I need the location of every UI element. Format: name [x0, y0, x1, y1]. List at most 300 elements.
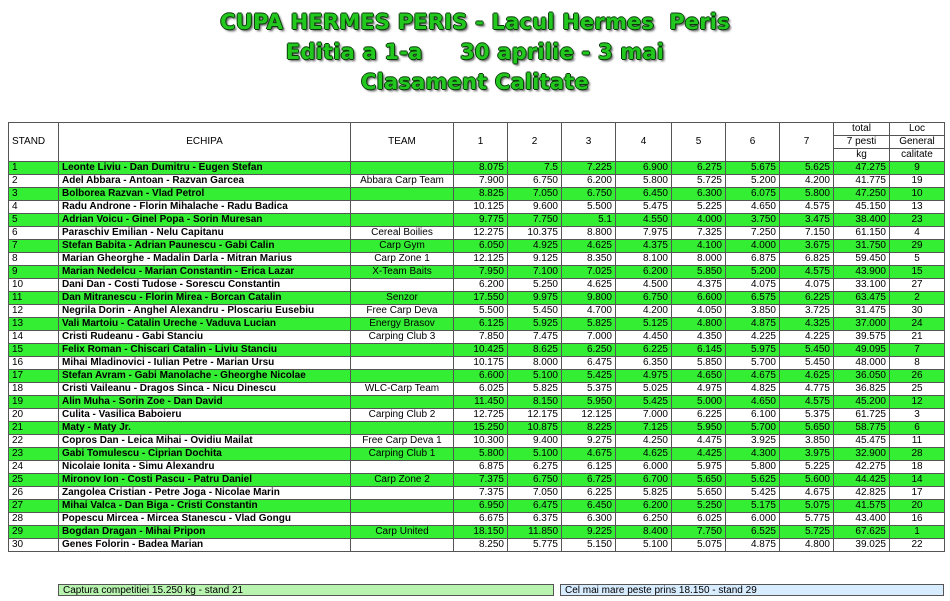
stand-cell: 23: [9, 448, 59, 461]
day-2-cell: 6.750: [508, 474, 562, 487]
day-3-cell: 8.225: [562, 422, 616, 435]
day-4-cell: 6.200: [616, 266, 672, 279]
table-row: [9, 383, 945, 396]
rank-cell: 25: [890, 383, 945, 396]
sponsor-cell: [351, 461, 454, 474]
day-5-cell: 4.000: [672, 214, 726, 227]
rank-cell: 10: [890, 188, 945, 201]
day-7-cell: 5.625: [780, 162, 834, 175]
day-7-cell: 5.725: [780, 526, 834, 539]
day-6-cell: 3.925: [726, 435, 780, 448]
team-cell: Stefan Avram - Gabi Manolache - Gheorghe Nicolae: [59, 370, 351, 383]
day-7-cell: 5.650: [780, 422, 834, 435]
day-5-cell: 4.100: [672, 240, 726, 253]
day-3-cell: 8.800: [562, 227, 616, 240]
day-2-cell: 5.775: [508, 539, 562, 552]
day-2-cell: 5.925: [508, 318, 562, 331]
team-cell: Stefan Babita - Adrian Paunescu - Gabi Calin: [59, 240, 351, 253]
rank-cell: 9: [890, 162, 945, 175]
day-7-cell: 4.075: [780, 279, 834, 292]
sponsor-cell: [351, 279, 454, 292]
table-row: [9, 357, 945, 370]
total-cell: 36.050: [834, 370, 890, 383]
sponsor-cell: [351, 344, 454, 357]
team-cell: Gabi Tomulescu - Ciprian Dochita: [59, 448, 351, 461]
day-2-cell: 7.050: [508, 188, 562, 201]
team-cell: Adrian Voicu - Ginel Popa - Sorin Muresan: [59, 214, 351, 227]
table-row: [9, 253, 945, 266]
sponsor-cell: Senzor: [351, 292, 454, 305]
day-4-cell: 4.200: [616, 305, 672, 318]
day-6-cell: 6.075: [726, 188, 780, 201]
day-2-cell: 9.400: [508, 435, 562, 448]
table-row: [9, 422, 945, 435]
footer-total-catch: Captura competitiei 15.250 kg - stand 21: [58, 584, 554, 596]
team-cell: Zangolea Cristian - Petre Joga - Nicolae Marin: [59, 487, 351, 500]
day-6-cell: 3.850: [726, 305, 780, 318]
day-1-cell: 6.875: [454, 461, 508, 474]
table-row: [9, 214, 945, 227]
day-2-cell: 5.100: [508, 448, 562, 461]
team-cell: Adel Abbara - Antoan - Razvan Garcea: [59, 175, 351, 188]
day-1-cell: 7.850: [454, 331, 508, 344]
total-cell: 47.250: [834, 188, 890, 201]
stand-cell: 26: [9, 487, 59, 500]
header-loc-quality: calitate: [890, 149, 945, 162]
table-row: [9, 175, 945, 188]
day-7-cell: 7.150: [780, 227, 834, 240]
sponsor-cell: Free Carp Deva 1: [351, 435, 454, 448]
day-2-cell: 6.750: [508, 175, 562, 188]
day-1-cell: 5.500: [454, 305, 508, 318]
day-4-cell: 4.975: [616, 370, 672, 383]
stand-cell: 18: [9, 383, 59, 396]
day-6-cell: 4.650: [726, 201, 780, 214]
day-1-cell: 7.375: [454, 474, 508, 487]
day-2-cell: 5.450: [508, 305, 562, 318]
day-2-cell: 6.375: [508, 513, 562, 526]
day-6-cell: 6.100: [726, 409, 780, 422]
day-2-cell: 7.750: [508, 214, 562, 227]
sponsor-cell: Carp United: [351, 526, 454, 539]
stand-cell: 13: [9, 318, 59, 331]
day-4-cell: 5.425: [616, 396, 672, 409]
table-row: [9, 435, 945, 448]
sponsor-cell: [351, 487, 454, 500]
header-day-3: 3: [562, 123, 616, 162]
day-5-cell: 5.950: [672, 422, 726, 435]
sponsor-cell: Energy Brasov: [351, 318, 454, 331]
team-cell: Alin Muha - Sorin Zoe - Dan David: [59, 396, 351, 409]
sponsor-cell: [351, 370, 454, 383]
day-1-cell: 5.800: [454, 448, 508, 461]
day-1-cell: 12.125: [454, 253, 508, 266]
rank-cell: 28: [890, 448, 945, 461]
day-3-cell: 6.450: [562, 500, 616, 513]
day-3-cell: 6.250: [562, 344, 616, 357]
day-4-cell: 4.375: [616, 240, 672, 253]
stand-cell: 1: [9, 162, 59, 175]
day-4-cell: 8.400: [616, 526, 672, 539]
table-row: [9, 188, 945, 201]
day-3-cell: 5.1: [562, 214, 616, 227]
day-6-cell: 5.175: [726, 500, 780, 513]
day-1-cell: 10.300: [454, 435, 508, 448]
day-4-cell: 6.225: [616, 344, 672, 357]
day-1-cell: 6.675: [454, 513, 508, 526]
day-1-cell: 6.200: [454, 279, 508, 292]
day-4-cell: 4.250: [616, 435, 672, 448]
day-7-cell: 4.575: [780, 396, 834, 409]
title-cup: CUPA HERMES PERIS - Lacul Hermes Peris: [220, 10, 730, 34]
day-3-cell: 6.225: [562, 487, 616, 500]
day-3-cell: 4.625: [562, 240, 616, 253]
team-cell: Copros Dan - Leica Mihai - Ovidiu Mailat: [59, 435, 351, 448]
table-row: [9, 526, 945, 539]
day-5-cell: 5.975: [672, 461, 726, 474]
day-5-cell: 6.225: [672, 409, 726, 422]
day-6-cell: 4.875: [726, 318, 780, 331]
day-6-cell: 7.250: [726, 227, 780, 240]
stand-cell: 9: [9, 266, 59, 279]
day-2-cell: 12.175: [508, 409, 562, 422]
total-cell: 38.400: [834, 214, 890, 227]
stand-cell: 5: [9, 214, 59, 227]
team-cell: Mihai Valca - Dan Biga - Cristi Constantin: [59, 500, 351, 513]
rank-cell: 11: [890, 435, 945, 448]
day-1-cell: 7.375: [454, 487, 508, 500]
day-7-cell: 4.675: [780, 487, 834, 500]
total-cell: 45.150: [834, 201, 890, 214]
total-cell: 43.400: [834, 513, 890, 526]
header-echipa: ECHIPA: [59, 123, 351, 162]
sponsor-cell: [351, 201, 454, 214]
day-5-cell: 5.850: [672, 357, 726, 370]
day-3-cell: 9.800: [562, 292, 616, 305]
day-5-cell: 4.650: [672, 370, 726, 383]
sponsor-cell: Carp Zone 1: [351, 253, 454, 266]
day-3-cell: 4.700: [562, 305, 616, 318]
total-cell: 33.100: [834, 279, 890, 292]
team-cell: Maty - Maty Jr.: [59, 422, 351, 435]
team-cell: Dan Mitranescu - Florin Mirea - Borcan Catalin: [59, 292, 351, 305]
header-total: total: [834, 123, 890, 136]
table-row: [9, 266, 945, 279]
day-2-cell: 9.125: [508, 253, 562, 266]
day-2-cell: 9.600: [508, 201, 562, 214]
day-2-cell: 5.250: [508, 279, 562, 292]
stand-cell: 28: [9, 513, 59, 526]
sponsor-cell: [351, 162, 454, 175]
sponsor-cell: [351, 357, 454, 370]
day-1-cell: 8.825: [454, 188, 508, 201]
day-5-cell: 6.025: [672, 513, 726, 526]
day-2-cell: 4.925: [508, 240, 562, 253]
day-7-cell: 5.775: [780, 513, 834, 526]
sponsor-cell: [351, 188, 454, 201]
rank-cell: 14: [890, 474, 945, 487]
day-2-cell: 5.100: [508, 370, 562, 383]
day-1-cell: 7.900: [454, 175, 508, 188]
stand-cell: 7: [9, 240, 59, 253]
team-cell: Bogdan Dragan - Mihai Pripon: [59, 526, 351, 539]
total-cell: 41.775: [834, 175, 890, 188]
day-2-cell: 7.050: [508, 487, 562, 500]
table-row: [9, 396, 945, 409]
rank-cell: 6: [890, 422, 945, 435]
day-6-cell: 4.875: [726, 539, 780, 552]
day-1-cell: 6.950: [454, 500, 508, 513]
day-3-cell: 8.350: [562, 253, 616, 266]
day-3-cell: 5.500: [562, 201, 616, 214]
day-4-cell: 4.450: [616, 331, 672, 344]
day-4-cell: 7.125: [616, 422, 672, 435]
table-row: [9, 201, 945, 214]
stand-cell: 19: [9, 396, 59, 409]
day-5-cell: 5.225: [672, 201, 726, 214]
day-1-cell: 6.125: [454, 318, 508, 331]
rank-cell: 3: [890, 409, 945, 422]
day-4-cell: 8.100: [616, 253, 672, 266]
sponsor-cell: Cereal Boilies: [351, 227, 454, 240]
day-7-cell: 4.575: [780, 201, 834, 214]
day-1-cell: 18.150: [454, 526, 508, 539]
total-cell: 42.825: [834, 487, 890, 500]
day-6-cell: 4.675: [726, 370, 780, 383]
day-4-cell: 4.625: [616, 448, 672, 461]
stand-cell: 3: [9, 188, 59, 201]
team-cell: Vali Martoiu - Catalin Ureche - Vaduva Lucian: [59, 318, 351, 331]
rank-cell: 27: [890, 279, 945, 292]
stand-cell: 29: [9, 526, 59, 539]
rank-cell: 13: [890, 201, 945, 214]
day-3-cell: 4.675: [562, 448, 616, 461]
total-cell: 61.725: [834, 409, 890, 422]
rank-cell: 30: [890, 305, 945, 318]
day-1-cell: 15.250: [454, 422, 508, 435]
team-cell: Marian Nedelcu - Marian Constantin - Erica Lazar: [59, 266, 351, 279]
table-row: [9, 227, 945, 240]
rank-cell: 2: [890, 292, 945, 305]
team-cell: Leonte Liviu - Dan Dumitru - Eugen Stefan: [59, 162, 351, 175]
day-6-cell: 5.200: [726, 266, 780, 279]
total-cell: 43.900: [834, 266, 890, 279]
day-5-cell: 5.250: [672, 500, 726, 513]
day-7-cell: 5.450: [780, 344, 834, 357]
stand-cell: 15: [9, 344, 59, 357]
total-cell: 59.450: [834, 253, 890, 266]
footer-biggest-fish: Cel mai mare peste prins 18.150 - stand 29: [560, 584, 944, 596]
rank-cell: 1: [890, 526, 945, 539]
rank-cell: 16: [890, 513, 945, 526]
day-7-cell: 5.600: [780, 474, 834, 487]
day-5-cell: 6.600: [672, 292, 726, 305]
day-2-cell: 11.850: [508, 526, 562, 539]
day-6-cell: 3.750: [726, 214, 780, 227]
day-7-cell: 3.725: [780, 305, 834, 318]
day-6-cell: 5.675: [726, 162, 780, 175]
day-4-cell: 6.700: [616, 474, 672, 487]
day-7-cell: 3.975: [780, 448, 834, 461]
stand-cell: 10: [9, 279, 59, 292]
table-row: [9, 279, 945, 292]
total-cell: 45.200: [834, 396, 890, 409]
stand-cell: 25: [9, 474, 59, 487]
day-3-cell: 7.000: [562, 331, 616, 344]
day-3-cell: 6.200: [562, 175, 616, 188]
stand-cell: 30: [9, 539, 59, 552]
stand-cell: 27: [9, 500, 59, 513]
day-7-cell: 4.200: [780, 175, 834, 188]
day-4-cell: 7.975: [616, 227, 672, 240]
stand-cell: 16: [9, 357, 59, 370]
total-cell: 36.825: [834, 383, 890, 396]
day-6-cell: 4.650: [726, 396, 780, 409]
day-6-cell: 5.800: [726, 461, 780, 474]
day-1-cell: 6.025: [454, 383, 508, 396]
sponsor-cell: X-Team Baits: [351, 266, 454, 279]
day-7-cell: 4.225: [780, 331, 834, 344]
rank-cell: 21: [890, 331, 945, 344]
day-6-cell: 5.700: [726, 422, 780, 435]
total-cell: 61.150: [834, 227, 890, 240]
rank-cell: 23: [890, 214, 945, 227]
day-3-cell: 6.125: [562, 461, 616, 474]
table-row: [9, 461, 945, 474]
stand-cell: 14: [9, 331, 59, 344]
day-3-cell: 6.300: [562, 513, 616, 526]
rank-cell: 29: [890, 240, 945, 253]
sponsor-cell: [351, 214, 454, 227]
day-5-cell: 7.325: [672, 227, 726, 240]
table-row: [9, 487, 945, 500]
total-cell: 49.095: [834, 344, 890, 357]
rank-cell: 18: [890, 461, 945, 474]
day-1-cell: 17.550: [454, 292, 508, 305]
total-cell: 32.900: [834, 448, 890, 461]
day-5-cell: 6.300: [672, 188, 726, 201]
day-4-cell: 6.900: [616, 162, 672, 175]
day-2-cell: 8.625: [508, 344, 562, 357]
rank-cell: 4: [890, 227, 945, 240]
day-6-cell: 4.300: [726, 448, 780, 461]
day-1-cell: 6.050: [454, 240, 508, 253]
day-4-cell: 6.350: [616, 357, 672, 370]
team-cell: Felix Roman - Chiscari Catalin - Liviu Stanciu: [59, 344, 351, 357]
day-7-cell: 3.475: [780, 214, 834, 227]
day-6-cell: 5.200: [726, 175, 780, 188]
stand-cell: 4: [9, 201, 59, 214]
total-cell: 39.575: [834, 331, 890, 344]
header-day-7: 7: [780, 123, 834, 162]
stand-cell: 24: [9, 461, 59, 474]
team-cell: Cristi Vaileanu - Dragos Sinca - Nicu Dinescu: [59, 383, 351, 396]
day-7-cell: 5.225: [780, 461, 834, 474]
title-edition: Editia a 1-a 30 aprilie - 3 mai: [285, 40, 665, 64]
day-3-cell: 6.725: [562, 474, 616, 487]
table-row: [9, 370, 945, 383]
sponsor-cell: Carp Zone 2: [351, 474, 454, 487]
day-4-cell: 5.800: [616, 175, 672, 188]
sponsor-cell: [351, 500, 454, 513]
day-4-cell: 6.450: [616, 188, 672, 201]
day-3-cell: 7.025: [562, 266, 616, 279]
day-4-cell: 5.100: [616, 539, 672, 552]
rank-cell: 17: [890, 487, 945, 500]
day-4-cell: 6.000: [616, 461, 672, 474]
total-cell: 44.425: [834, 474, 890, 487]
header-day-4: 4: [616, 123, 672, 162]
team-cell: Mihai Mladinovici - Iulian Petre - Marian Ursu: [59, 357, 351, 370]
day-5-cell: 4.050: [672, 305, 726, 318]
day-3-cell: 12.125: [562, 409, 616, 422]
title-ranking: Clasament Calitate: [361, 70, 589, 94]
sponsor-cell: Carp Gym: [351, 240, 454, 253]
day-2-cell: 5.825: [508, 383, 562, 396]
day-1-cell: 9.775: [454, 214, 508, 227]
day-4-cell: 5.475: [616, 201, 672, 214]
day-3-cell: 5.375: [562, 383, 616, 396]
total-cell: 67.625: [834, 526, 890, 539]
sponsor-cell: Carping Club 3: [351, 331, 454, 344]
day-7-cell: 5.375: [780, 409, 834, 422]
day-2-cell: 6.475: [508, 500, 562, 513]
team-cell: Mironov Ion - Costi Pascu - Patru Daniel: [59, 474, 351, 487]
header-total-kg: kg: [834, 149, 890, 162]
team-cell: Negrila Dorin - Anghel Alexandru - Ploscariu Eusebiu: [59, 305, 351, 318]
header-stand: STAND: [9, 123, 59, 162]
table-row: [9, 292, 945, 305]
day-2-cell: 8.150: [508, 396, 562, 409]
table-row: [9, 409, 945, 422]
total-cell: 48.000: [834, 357, 890, 370]
header-loc: Loc: [890, 123, 945, 136]
day-3-cell: 4.625: [562, 279, 616, 292]
day-6-cell: 5.425: [726, 487, 780, 500]
table-row: [9, 162, 945, 175]
day-2-cell: 7.475: [508, 331, 562, 344]
total-cell: 41.575: [834, 500, 890, 513]
table-row: [9, 331, 945, 344]
table-row: [9, 240, 945, 253]
sponsor-cell: [351, 539, 454, 552]
table-row: [9, 305, 945, 318]
rank-cell: 5: [890, 253, 945, 266]
day-7-cell: 4.775: [780, 383, 834, 396]
day-4-cell: 5.025: [616, 383, 672, 396]
day-2-cell: 8.000: [508, 357, 562, 370]
header-loc-general: General: [890, 136, 945, 149]
day-1-cell: 8.075: [454, 162, 508, 175]
day-6-cell: 6.525: [726, 526, 780, 539]
day-4-cell: 4.500: [616, 279, 672, 292]
day-7-cell: 4.325: [780, 318, 834, 331]
day-6-cell: 6.000: [726, 513, 780, 526]
total-cell: 37.000: [834, 318, 890, 331]
day-4-cell: 5.125: [616, 318, 672, 331]
rank-cell: 26: [890, 370, 945, 383]
day-1-cell: 6.600: [454, 370, 508, 383]
sponsor-cell: Free Carp Deva: [351, 305, 454, 318]
day-7-cell: 4.625: [780, 370, 834, 383]
day-1-cell: 10.175: [454, 357, 508, 370]
day-1-cell: 8.250: [454, 539, 508, 552]
day-7-cell: 5.075: [780, 500, 834, 513]
team-cell: Dani Dan - Costi Tudose - Sorescu Constantin: [59, 279, 351, 292]
day-6-cell: 4.075: [726, 279, 780, 292]
team-cell: Paraschiv Emilian - Nelu Capitanu: [59, 227, 351, 240]
day-5-cell: 4.350: [672, 331, 726, 344]
